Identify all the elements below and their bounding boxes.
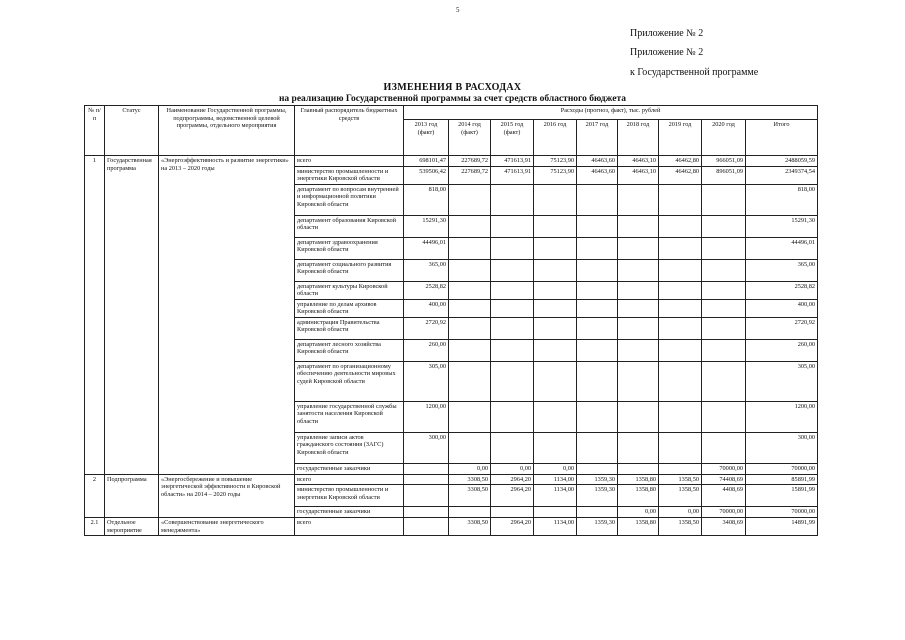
row-year-value: 0,00 [659,507,702,518]
row-year-value [449,339,491,361]
row-year-value [659,237,702,259]
appendix-line-3: к Государственной программе [630,67,759,78]
row-year-value [618,281,659,299]
row-year-value [404,518,449,536]
row-year-value [449,215,491,237]
header-number: № п/п [85,106,105,156]
row-year-value [491,507,534,518]
row-year-value [702,281,746,299]
row-number: 1 [85,156,105,475]
table-row [85,474,818,485]
row-year-value [702,317,746,339]
row-year-value: 2720,92 [404,317,449,339]
row-admin: управление государственной службы занятости населения Кировской области [295,401,404,432]
row-admin: всего [295,156,404,167]
row-year-value [491,339,534,361]
row-year-value [491,401,534,432]
row-total-value: 70000,00 [746,463,818,474]
row-admin: управление записи актов гражданского состояния (ЗАГС) Кировской области [295,432,404,463]
row-year-value: 4408,69 [702,485,746,507]
row-year-value [577,507,618,518]
row-status: Государственная программа [105,156,159,475]
row-year-value: 1134,00 [534,474,577,485]
row-year-value: 896051,09 [702,166,746,184]
row-admin: департамент по вопросам внутренней и информационной политики Кировской области [295,184,404,215]
row-year-value [449,184,491,215]
row-year-value [702,184,746,215]
row-year-value [577,184,618,215]
row-year-value [702,432,746,463]
row-year-value [449,401,491,432]
row-year-value [491,259,534,281]
row-year-value [618,401,659,432]
row-name: «Энергоэффективность и развитие энергетики» на 2013 – 2020 годы [159,156,295,475]
row-year-value: 46463,60 [577,156,618,167]
header-status: Статус [105,106,159,156]
row-total-value: 2488059,59 [746,156,818,167]
row-admin: министерство промышленности и энергетики Кировской области [295,166,404,184]
row-year-value [659,401,702,432]
row-year-value: 305,00 [404,361,449,401]
row-total-value: 400,00 [746,299,818,317]
row-year-value [449,507,491,518]
row-year-value [534,317,577,339]
row-year-value: 698101,47 [404,156,449,167]
row-year-value: 46463,10 [618,156,659,167]
row-year-value [659,259,702,281]
row-year-value: 227689,72 [449,156,491,167]
row-admin: департамент культуры Кировской области [295,281,404,299]
row-year-value: 3408,69 [702,518,746,536]
row-year-value [577,281,618,299]
row-year-value: 1359,30 [577,485,618,507]
row-year-value: 1358,50 [659,518,702,536]
row-year-value [659,299,702,317]
row-year-value [702,215,746,237]
header-year: 2020 год [702,120,746,156]
row-year-value: 46463,10 [618,166,659,184]
row-year-value: 400,00 [404,299,449,317]
row-admin: всего [295,518,404,536]
header-expenses: Расходы (прогноз, факт), тыс. рублей [404,106,818,120]
row-total-value: 85891,99 [746,474,818,485]
row-admin: администрация Правительства Кировской области [295,317,404,339]
row-year-value [702,339,746,361]
row-year-value: 3308,50 [449,474,491,485]
header-year: 2019 год [659,120,702,156]
table-row [85,156,818,167]
row-total-value: 2528,82 [746,281,818,299]
row-year-value: 1134,00 [534,518,577,536]
row-year-value [577,463,618,474]
row-year-value [618,339,659,361]
row-total-value: 2720,92 [746,317,818,339]
expenses-table [84,105,818,536]
row-year-value [702,401,746,432]
row-status: Отдельное мероприятие [105,518,159,536]
row-year-value [659,339,702,361]
row-year-value: 539506,42 [404,166,449,184]
appendix-line-2: Приложение № 2 [630,47,704,58]
header-year: 2016 год [534,120,577,156]
row-year-value: 0,00 [534,463,577,474]
row-year-value [534,281,577,299]
row-year-value [491,432,534,463]
row-year-value: 0,00 [449,463,491,474]
header-name: Наименование Государственной программы, подпрограммы, ведомственной целевой программы, отдельного мероприятия [159,106,295,156]
row-year-value [659,317,702,339]
row-admin: государственные заказчики [295,507,404,518]
row-year-value [534,401,577,432]
row-total-value: 15291,30 [746,215,818,237]
row-year-value: 1358,80 [618,518,659,536]
row-year-value [702,237,746,259]
row-year-value [404,507,449,518]
header-year: 2017 год [577,120,618,156]
row-year-value [449,317,491,339]
row-status: Подпрограмма [105,474,159,518]
row-admin: департамент социального развития Кировской области [295,259,404,281]
row-total-value: 70000,00 [746,507,818,518]
row-total-value: 15891,99 [746,485,818,507]
row-year-value: 966051,09 [702,156,746,167]
row-year-value [404,485,449,507]
row-year-value [618,259,659,281]
row-total-value: 44496,01 [746,237,818,259]
row-year-value [577,339,618,361]
header-year: 2014 год (факт) [449,120,491,156]
row-year-value [577,237,618,259]
row-year-value [659,463,702,474]
row-year-value [491,184,534,215]
row-year-value [491,281,534,299]
row-year-value [534,432,577,463]
row-year-value: 471613,91 [491,166,534,184]
row-name: «Энергосбережение и повышение энергетической эффективности в Кировской области» на 2014 – 2020 годы [159,474,295,518]
row-year-value: 70000,00 [702,507,746,518]
row-name: «Совершенствование энергетического менеджмента» [159,518,295,536]
row-year-value: 46463,60 [577,166,618,184]
row-admin: управление по делам архивов Кировской области [295,299,404,317]
row-total-value: 305,00 [746,361,818,401]
table-row [85,518,818,536]
row-year-value: 75123,90 [534,166,577,184]
row-total-value: 300,00 [746,432,818,463]
row-year-value: 1358,50 [659,485,702,507]
row-year-value [449,361,491,401]
row-year-value: 2964,20 [491,518,534,536]
row-year-value [577,299,618,317]
row-year-value [491,361,534,401]
document-subtitle: на реализацию Государственной программы за счет средств областного бюджета [278,94,627,104]
row-year-value: 46462,80 [659,166,702,184]
row-year-value [618,463,659,474]
row-year-value: 1358,80 [618,474,659,485]
row-year-value: 75123,90 [534,156,577,167]
row-year-value: 2964,20 [491,485,534,507]
row-year-value: 15291,30 [404,215,449,237]
appendix-line-1: Приложение № 2 [630,28,704,39]
row-year-value: 1134,00 [534,485,577,507]
row-year-value: 44496,01 [404,237,449,259]
header-year: 2015 год (факт) [491,120,534,156]
row-year-value: 471613,91 [491,156,534,167]
row-year-value [702,259,746,281]
row-year-value [659,432,702,463]
row-year-value: 1358,80 [618,485,659,507]
row-year-value [618,432,659,463]
row-total-value: 2349374,54 [746,166,818,184]
row-year-value: 3308,50 [449,518,491,536]
row-year-value: 70000,00 [702,463,746,474]
row-total-value: 260,00 [746,339,818,361]
row-total-value: 14891,99 [746,518,818,536]
row-year-value [577,215,618,237]
row-year-value [491,237,534,259]
page-number: 5 [456,6,460,14]
row-admin: всего [295,474,404,485]
row-year-value [534,339,577,361]
row-year-value [659,281,702,299]
header-year: 2013 год (факт) [404,120,449,156]
header-total: Итого [746,120,818,156]
row-year-value: 365,00 [404,259,449,281]
row-year-value [618,361,659,401]
row-total-value: 818,00 [746,184,818,215]
row-year-value: 74408,69 [702,474,746,485]
row-year-value: 1359,30 [577,474,618,485]
row-year-value: 1200,00 [404,401,449,432]
header-admin: Главный распорядитель бюджетных средств [295,106,404,156]
row-year-value [449,281,491,299]
row-admin: департамент здравоохранения Кировской области [295,237,404,259]
row-total-value: 1200,00 [746,401,818,432]
row-year-value: 1358,50 [659,474,702,485]
row-year-value: 818,00 [404,184,449,215]
row-year-value [404,474,449,485]
row-year-value: 227689,72 [449,166,491,184]
row-year-value: 3308,50 [449,485,491,507]
row-year-value [577,317,618,339]
row-number: 2 [85,474,105,518]
row-year-value [702,361,746,401]
document-title: ИЗМЕНЕНИЯ В РАСХОДАХ [383,82,522,93]
row-year-value [491,299,534,317]
row-total-value: 365,00 [746,259,818,281]
row-year-value [534,507,577,518]
row-year-value [659,184,702,215]
row-admin: департамент лесного хозяйства Кировской области [295,339,404,361]
row-year-value [618,184,659,215]
row-admin: министерство промышленности и энергетики Кировской области [295,485,404,507]
row-year-value: 300,00 [404,432,449,463]
row-year-value [491,317,534,339]
row-year-value [534,259,577,281]
row-year-value [618,299,659,317]
row-year-value [534,361,577,401]
row-year-value: 0,00 [491,463,534,474]
row-admin: государственные заказчики [295,463,404,474]
row-year-value [659,361,702,401]
row-year-value [491,215,534,237]
row-year-value [618,317,659,339]
row-year-value: 0,00 [618,507,659,518]
row-year-value [534,237,577,259]
row-year-value [702,299,746,317]
row-year-value [659,215,702,237]
row-year-value [577,259,618,281]
row-year-value [449,237,491,259]
row-year-value [618,237,659,259]
row-year-value [534,299,577,317]
row-year-value [449,432,491,463]
row-year-value [577,361,618,401]
row-year-value [577,432,618,463]
row-admin: департамент образования Кировской области [295,215,404,237]
row-year-value [449,299,491,317]
row-year-value [449,259,491,281]
row-year-value: 2964,20 [491,474,534,485]
row-year-value [404,463,449,474]
row-admin: департамент по организационному обеспечению деятельности мировых судей Кировской области [295,361,404,401]
header-year: 2018 год [618,120,659,156]
row-year-value: 260,00 [404,339,449,361]
row-year-value [534,184,577,215]
row-year-value: 2528,82 [404,281,449,299]
row-number: 2.1 [85,518,105,536]
row-year-value [577,401,618,432]
row-year-value [534,215,577,237]
row-year-value: 46462,80 [659,156,702,167]
row-year-value: 1359,30 [577,518,618,536]
row-year-value [618,215,659,237]
